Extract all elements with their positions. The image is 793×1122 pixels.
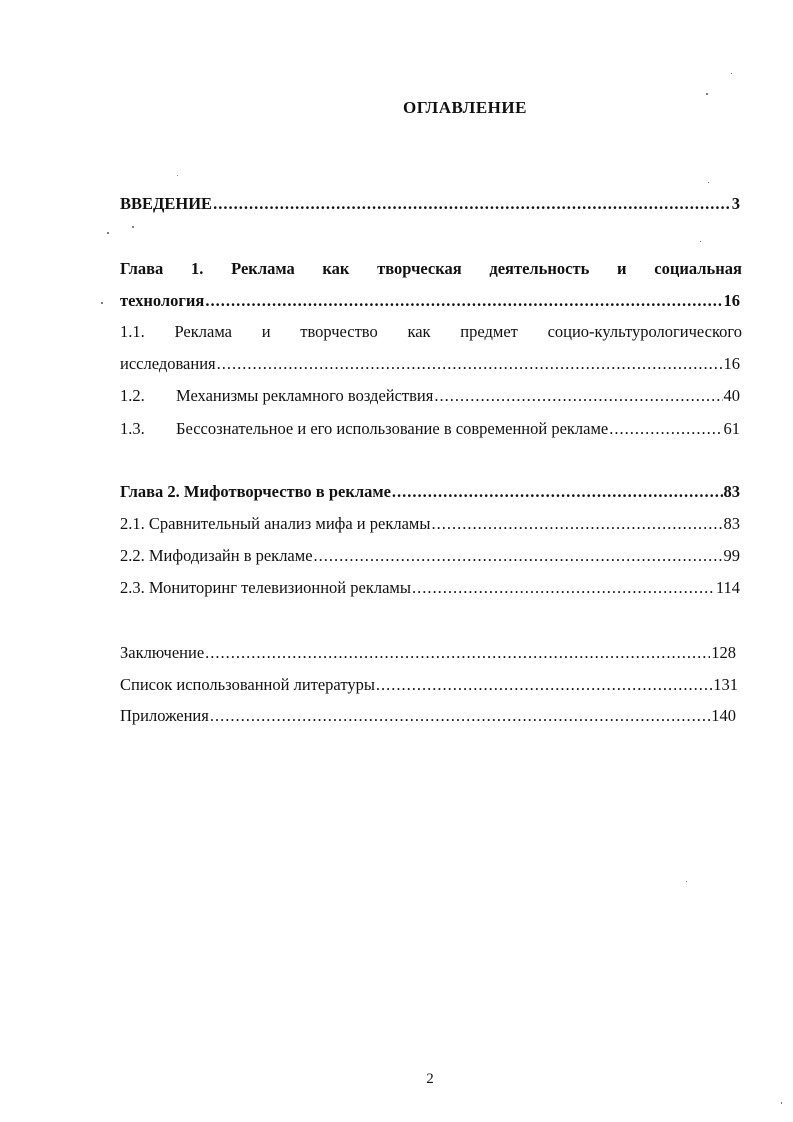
toc-chapter1-heading[interactable] bbox=[120, 259, 742, 279]
dot-leader bbox=[210, 706, 710, 726]
toc-section-2-3[interactable] bbox=[120, 578, 740, 598]
heading-word: деятельность bbox=[489, 259, 590, 278]
toc-entry-bibliography[interactable] bbox=[120, 675, 738, 695]
toc-section-1-3[interactable] bbox=[120, 419, 740, 439]
page-number: 2 bbox=[426, 1071, 434, 1087]
section-number: 1.3. bbox=[120, 419, 145, 438]
toc-entry-label: 2.3. Мониторинг телевизионной рекламы bbox=[120, 578, 411, 597]
page-title: ОГЛАВЛЕНИЕ bbox=[403, 98, 527, 117]
toc-entry-label: Список использованной литературы bbox=[120, 675, 375, 694]
toc-entry-page: 61 bbox=[723, 419, 740, 438]
toc-entry-page: 83 bbox=[723, 514, 740, 533]
toc-entry-conclusion[interactable] bbox=[120, 643, 736, 663]
heading-word: творческая bbox=[377, 259, 462, 278]
toc-entry-label: Приложения bbox=[120, 706, 209, 725]
section-word: Реклама bbox=[174, 322, 232, 341]
section-number: 1.1. bbox=[120, 322, 145, 341]
toc-entry-label: 2.2. Мифодизайн в рекламе bbox=[120, 546, 313, 565]
toc-section-1-2[interactable] bbox=[120, 386, 740, 406]
toc-entry-page: 114 bbox=[715, 578, 740, 597]
scan-speck bbox=[177, 175, 178, 176]
toc-entry-page: 16 bbox=[723, 354, 740, 373]
toc-entry-page: 128 bbox=[711, 643, 736, 662]
section-word: предмет bbox=[460, 322, 518, 341]
toc-entry-intro[interactable] bbox=[120, 194, 740, 214]
toc-entry-label: Бессознательное и его использование в современной рекламе bbox=[176, 419, 609, 438]
scan-speck bbox=[686, 881, 687, 882]
dot-leader bbox=[217, 354, 723, 374]
toc-entry-label: Глава 2. Мифотворчество в рекламе bbox=[120, 482, 391, 501]
scan-speck bbox=[101, 302, 103, 304]
toc-entry-label: 2.1. Сравнительный анализ мифа и рекламы bbox=[120, 514, 431, 533]
scan-speck bbox=[708, 182, 709, 183]
scan-speck bbox=[107, 232, 109, 234]
dot-leader bbox=[314, 546, 723, 566]
toc-entry-label: Механизмы рекламного воздействия bbox=[176, 386, 434, 405]
toc-section-2-2[interactable] bbox=[120, 546, 740, 566]
dot-leader bbox=[431, 514, 722, 534]
dot-leader bbox=[376, 675, 712, 695]
section-word: творчество bbox=[300, 322, 378, 341]
toc-entry-page: 99 bbox=[723, 546, 740, 565]
toc-entry-label: технология bbox=[120, 291, 205, 310]
toc-entry-label: исследования bbox=[120, 354, 216, 373]
toc-entry-page: 83 bbox=[723, 482, 740, 501]
toc-entry-page: 140 bbox=[711, 706, 736, 725]
dot-leader bbox=[392, 482, 723, 502]
heading-word: Реклама bbox=[231, 259, 295, 278]
toc-entry-label: Заключение bbox=[120, 643, 205, 662]
toc-entry-page: 131 bbox=[713, 675, 738, 694]
dot-leader bbox=[205, 643, 710, 663]
scan-speck bbox=[706, 93, 708, 95]
section-word: социо-культурологического bbox=[547, 322, 742, 341]
dot-leader bbox=[609, 419, 722, 439]
toc-section-1-1-cont[interactable] bbox=[120, 354, 740, 374]
heading-word: как bbox=[322, 259, 350, 278]
toc-entry-page: 40 bbox=[723, 386, 740, 405]
toc-entry-appendices[interactable] bbox=[120, 706, 736, 726]
scan-speck bbox=[700, 241, 701, 242]
scan-speck bbox=[781, 1102, 782, 1104]
heading-word: и bbox=[617, 259, 627, 278]
dot-leader bbox=[412, 578, 715, 598]
section-word: и bbox=[261, 322, 271, 341]
toc-chapter1-heading-cont[interactable] bbox=[120, 291, 740, 311]
scan-speck bbox=[731, 73, 732, 74]
dot-leader bbox=[205, 291, 722, 311]
heading-word: Глава bbox=[120, 259, 164, 278]
section-word: как bbox=[407, 322, 431, 341]
dot-leader bbox=[213, 194, 731, 214]
toc-entry-page: 3 bbox=[731, 194, 740, 213]
toc-section-2-1[interactable] bbox=[120, 514, 740, 534]
heading-word: социальная bbox=[654, 259, 742, 278]
toc-entry-page: 16 bbox=[723, 291, 740, 310]
toc-section-1-1[interactable] bbox=[120, 322, 742, 342]
scan-speck bbox=[132, 226, 134, 228]
toc-chapter2-heading[interactable] bbox=[120, 482, 740, 502]
dot-leader bbox=[434, 386, 722, 406]
toc-entry-label: ВВЕДЕНИЕ bbox=[120, 194, 213, 213]
heading-word: 1. bbox=[191, 259, 204, 278]
section-number: 1.2. bbox=[120, 386, 145, 405]
